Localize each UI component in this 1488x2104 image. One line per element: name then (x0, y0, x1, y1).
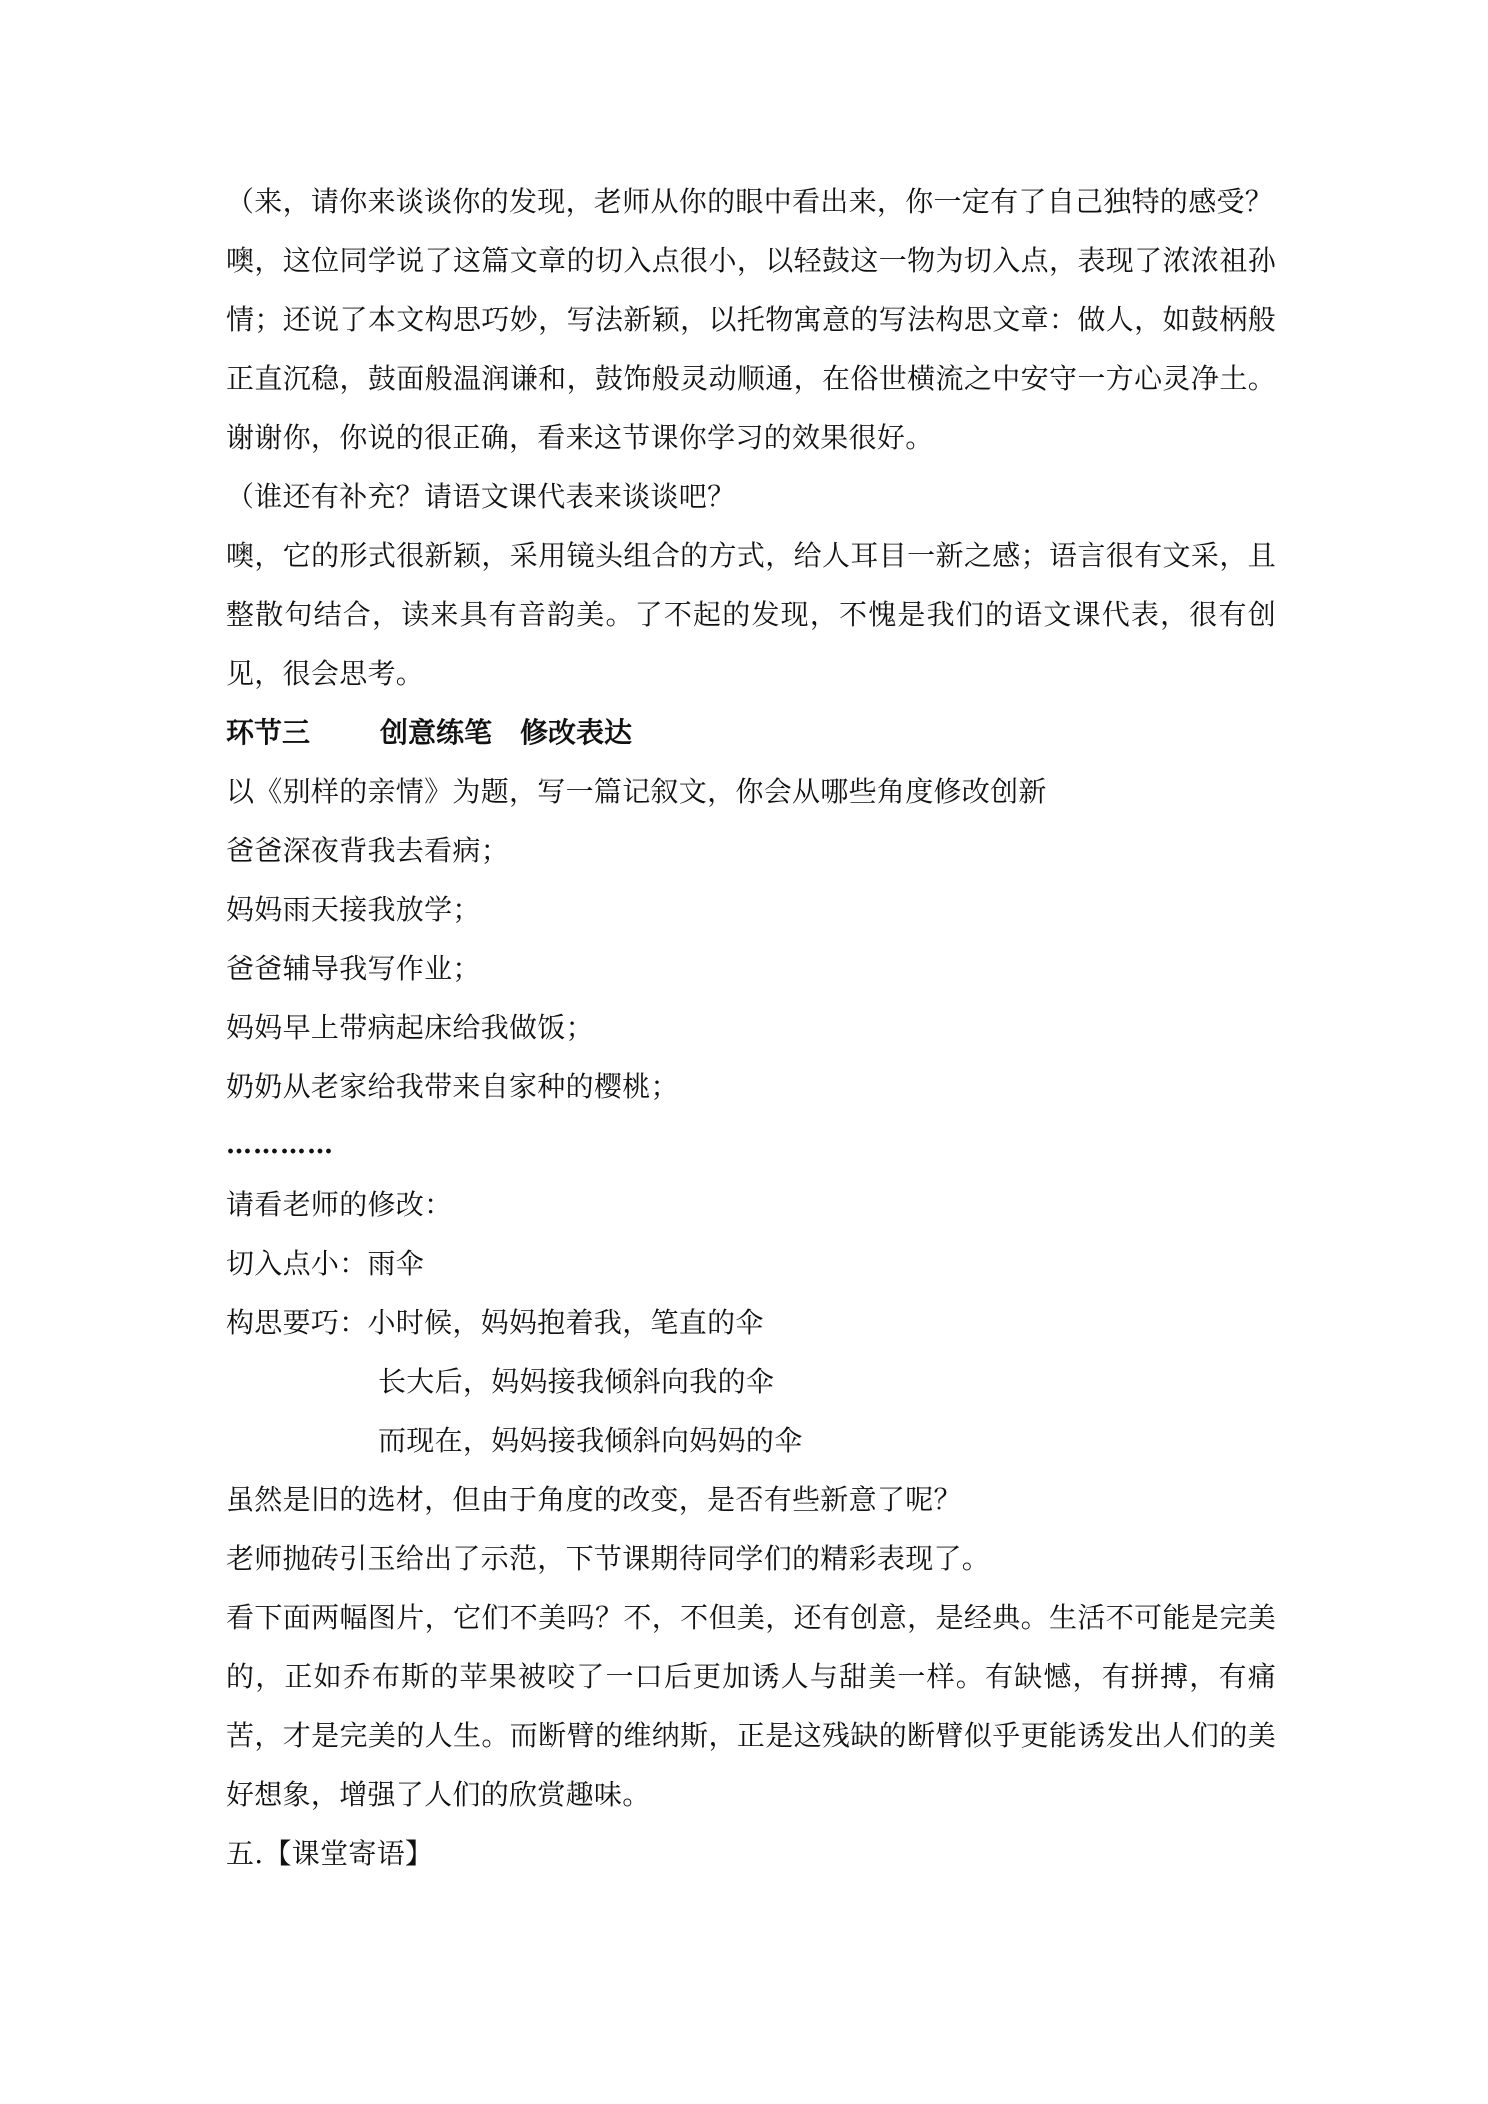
idea-line-1: 构思要巧：小时候，妈妈抱着我，笔直的伞 (226, 1306, 764, 1339)
paragraph-teacher-prompt: （来，请你来谈谈你的发现，老师从你的眼中看出来，你一定有了自己独特的感受？ (226, 185, 1274, 218)
example-item: 妈妈雨天接我放学； (226, 893, 481, 926)
paragraph-student-answer: 噢，这位同学说了这篇文章的切入点很小，以轻鼓这一物为切入点，表现了浓浓祖孙情；还说了本文构思巧妙，写法新颖，以托物寓意的写法构思文章：做人，如鼓柄般正直沉稳，鼓面般温润谦和，鼓饰般灵动顺通，在俗世横流之中安守一方心灵净土。谢谢你，你说的很正确，看来这节课你学习的效果很好。 (226, 244, 1276, 454)
section-heading-title-1: 创意练笔 (380, 716, 493, 749)
example-item: 奶奶从老家给我带来自家种的樱桃； (226, 1070, 679, 1103)
idea-line-2: 长大后，妈妈接我倾斜向我的伞 (378, 1365, 775, 1398)
teacher-demo-line: 老师抛砖引玉给出了示范，下节课期待同学们的精彩表现了。 (226, 1542, 991, 1575)
example-item: 爸爸辅导我写作业； (226, 952, 481, 985)
paragraph-representative-answer: 噢，它的形式很新颖，采用镜头组合的方式，给人耳目一新之感；语言很有文采，且整散句结合，读来具有音韵美。了不起的发现，不愧是我们的语文课代表，很有创见，很会思考。 (226, 539, 1276, 690)
document-page (226, 172, 1276, 1883)
section-heading-label: 环节三 (226, 716, 311, 749)
section-five-heading: 五.【课堂寄语】 (226, 1837, 434, 1870)
section-heading-title-2: 修改表达 (520, 716, 633, 749)
section-heading-three (226, 703, 1276, 762)
writing-prompt: 以《别样的亲情》为题，写一篇记叙文，你会从哪些角度修改创新 (226, 775, 1047, 808)
example-item: 妈妈早上带病起床给我做饭； (226, 1011, 594, 1044)
closing-paragraph: 看下面两幅图片，它们不美吗？不，不但美，还有创意，是经典。生活不可能是完美的，正如乔布斯的苹果被咬了一口后更加诱人与甜美一样。有缺憾，有拼搏，有痛苦，才是完美的人生。而断臂的维纳斯，正是这残缺的断臂似乎更能诱发出人们的美好想象，增强了人们的欣赏趣味。 (226, 1601, 1276, 1811)
entry-point-line: 切入点小：雨伞 (226, 1247, 425, 1280)
idea-line-3: 而现在，妈妈接我倾斜向妈妈的伞 (378, 1424, 803, 1457)
ellipsis: ………… (226, 1130, 334, 1160)
novelty-question: 虽然是旧的选材，但由于角度的改变，是否有些新意了呢？ (226, 1483, 962, 1516)
teacher-edit-label: 请看老师的修改： (226, 1188, 453, 1221)
paragraph-supplement-prompt: （谁还有补充？请语文课代表来谈谈吧？ (226, 480, 736, 513)
example-item: 爸爸深夜背我去看病； (226, 834, 510, 867)
